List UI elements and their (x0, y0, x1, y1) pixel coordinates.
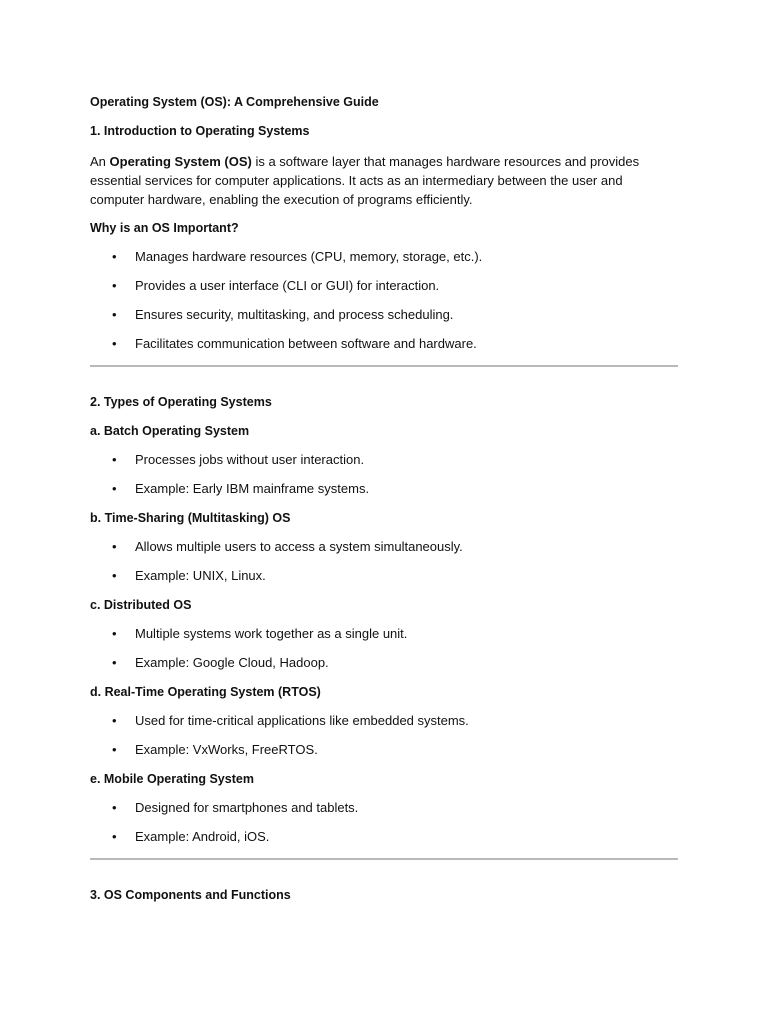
rtos-heading: d. Real-Time Operating System (RTOS) (90, 685, 321, 699)
time-sharing-os-list (90, 539, 680, 584)
bullet-icon: • (112, 626, 117, 641)
rtos-list (90, 713, 680, 758)
document-page (90, 94, 680, 916)
list-item (90, 539, 680, 555)
bullet-icon: • (112, 655, 117, 670)
intro-bold-term: Operating System (OS) (109, 154, 252, 169)
list-item-text: Example: UNIX, Linux. (135, 568, 266, 583)
list-item (90, 655, 680, 671)
list-item-text: Example: Google Cloud, Hadoop. (135, 655, 329, 670)
list-item (90, 278, 680, 294)
list-item (90, 568, 680, 584)
list-item (90, 481, 680, 497)
bullet-icon: • (112, 481, 117, 496)
list-item (90, 336, 680, 352)
list-item-text: Provides a user interface (CLI or GUI) for interaction. (135, 278, 440, 293)
intro-prefix: An (90, 154, 110, 169)
list-item (90, 742, 680, 758)
section-1-intro (90, 152, 680, 209)
list-item (90, 800, 680, 816)
intro-rest: is a software layer that manages hardware resources and provides essential services for computer applications. It acts as an intermediary between the user and computer hardware, enabling the execution of programs efficiently. (90, 154, 640, 207)
time-sharing-os-heading: b. Time-Sharing (Multitasking) OS (90, 511, 291, 525)
mobile-os-heading: e. Mobile Operating System (90, 772, 254, 786)
list-item-text: Manages hardware resources (CPU, memory, storage, etc.). (135, 249, 483, 264)
bullet-icon: • (112, 452, 117, 467)
list-item (90, 307, 680, 323)
list-item-text: Facilitates communication between software and hardware. (135, 336, 477, 351)
section-divider (90, 365, 678, 367)
list-item-text: Example: Android, iOS. (135, 829, 270, 844)
bullet-icon: • (112, 800, 117, 815)
list-item-text: Multiple systems work together as a single unit. (135, 626, 408, 641)
importance-list (90, 249, 680, 352)
bullet-icon: • (112, 249, 117, 264)
list-item (90, 626, 680, 642)
list-item-text: Processes jobs without user interaction. (135, 452, 365, 467)
list-item (90, 249, 680, 265)
bullet-icon: • (112, 278, 117, 293)
bullet-icon: • (112, 742, 117, 757)
mobile-os-list (90, 800, 680, 845)
bullet-icon: • (112, 336, 117, 351)
bullet-icon: • (112, 713, 117, 728)
list-item (90, 452, 680, 468)
section-3-heading: 3. OS Components and Functions (90, 888, 291, 902)
why-important-heading: Why is an OS Important? (90, 221, 239, 235)
list-item-text: Example: Early IBM mainframe systems. (135, 481, 370, 496)
section-divider (90, 858, 678, 860)
section-2-heading: 2. Types of Operating Systems (90, 395, 272, 409)
bullet-icon: • (112, 829, 117, 844)
list-item-text: Used for time-critical applications like embedded systems. (135, 713, 469, 728)
list-item-text: Allows multiple users to access a system simultaneously. (135, 539, 463, 554)
bullet-icon: • (112, 539, 117, 554)
batch-os-list (90, 452, 680, 497)
bullet-icon: • (112, 307, 117, 322)
list-item-text: Example: VxWorks, FreeRTOS. (135, 742, 318, 757)
distributed-os-heading: c. Distributed OS (90, 598, 192, 612)
list-item-text: Designed for smartphones and tablets. (135, 800, 359, 815)
section-1-heading: 1. Introduction to Operating Systems (90, 124, 310, 138)
bullet-icon: • (112, 568, 117, 583)
list-item-text: Ensures security, multitasking, and process scheduling. (135, 307, 454, 322)
document-title: Operating System (OS): A Comprehensive Guide (90, 95, 379, 109)
batch-os-heading: a. Batch Operating System (90, 424, 250, 438)
list-item (90, 713, 680, 729)
list-item (90, 829, 680, 845)
distributed-os-list (90, 626, 680, 671)
